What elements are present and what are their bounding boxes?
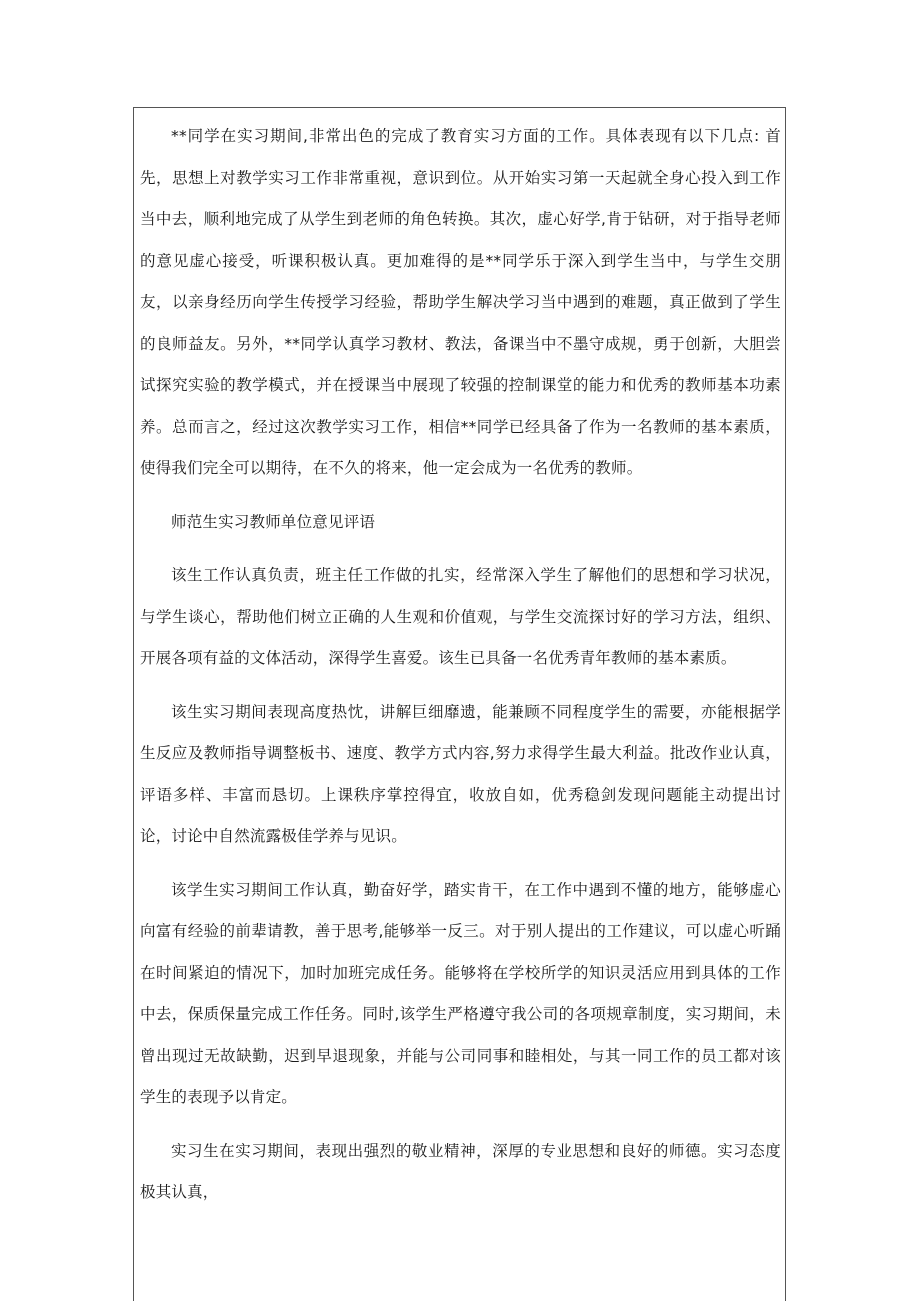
paragraph-work-attitude: 该学生实习期间工作认真，勤奋好学，踏实肯干，在工作中遇到不懂的地方，能够虚心向富有经验的前辈请教，善于思考,能够举一反三。对于别人提出的工作建议，可以虚心听踊在时间紧迫的情况下，加时加班完成任务。能够将在学校所学的知识灵活应用到具体的工作中去，保质保量完成工作任务。同时,该学生严格遵守我公司的各项规章制度，实习期间，未曾出现过无故缺勤，迟到早退现象，并能与公司同事和睦相处，与其一同工作的员工都对该学生的表现予以肯定。 — [140, 880, 781, 1106]
paragraph-dedication: 实习生在实习期间，表现出强烈的敬业精神，深厚的专业思想和良好的师德。实习态度极其认真， — [140, 1141, 781, 1201]
document-body — [140, 116, 781, 1226]
paragraph-intern-evaluation: **同学在实习期间,非常出色的完成了教育实习方面的工作。具体表现有以下几点: 首先，思想上对教学实习工作非常重视，意识到位。从开始实习第一天起就全身心投入到工作当中去，顺利地完成了从学生到老师的角色转换。其次，虚心好学,肯于钻研，对于指导老师的意见虚心接受，听课积极认真。更加难得的是**同学乐于深入到学生当中，与学生交朋友，以亲身经历向学生传授学习经验，帮助学生解决学习当中遇到的难题，真正做到了学生的良师益友。另外，**同学认真学习教材、教法，备课当中不墨守成规，勇于创新，大胆尝试探究实验的教学模式，并在授课当中展现了较强的控制课堂的能力和优秀的教师基本功素养。总而言之，经过这次教学实习工作，相信**同学已经具备了作为一名教师的基本素质，使得我们完全可以期待，在不久的将来，他一定会成为一名优秀的教师。 — [140, 127, 781, 477]
paragraph-class-teacher: 该生工作认真负责，班主任工作做的扎实，经常深入学生了解他们的思想和学习状况，与学生谈心，帮助他们树立正确的人生观和价值观，与学生交流探讨好的学习方法，组织、开展各项有益的文体活动，深得学生喜爱。该生已具备一名优秀青年教师的基本素质。 — [140, 566, 781, 667]
paragraph-teaching-performance: 该生实习期间表现高度热忱，讲解巨细靡遗，能兼顾不同程度学生的需要，亦能根据学生反应及教师指导调整板书、速度、教学方式内容,努力求得学生最大利益。批改作业认真，评语多样、丰富而恳切。上课秩序掌控得宜，收放自如，优秀稳剑发现问题能主动提出讨论，讨论中自然流露极佳学养与见识。 — [140, 702, 781, 845]
section-heading: 师范生实习教师单位意见评语 — [171, 512, 376, 531]
